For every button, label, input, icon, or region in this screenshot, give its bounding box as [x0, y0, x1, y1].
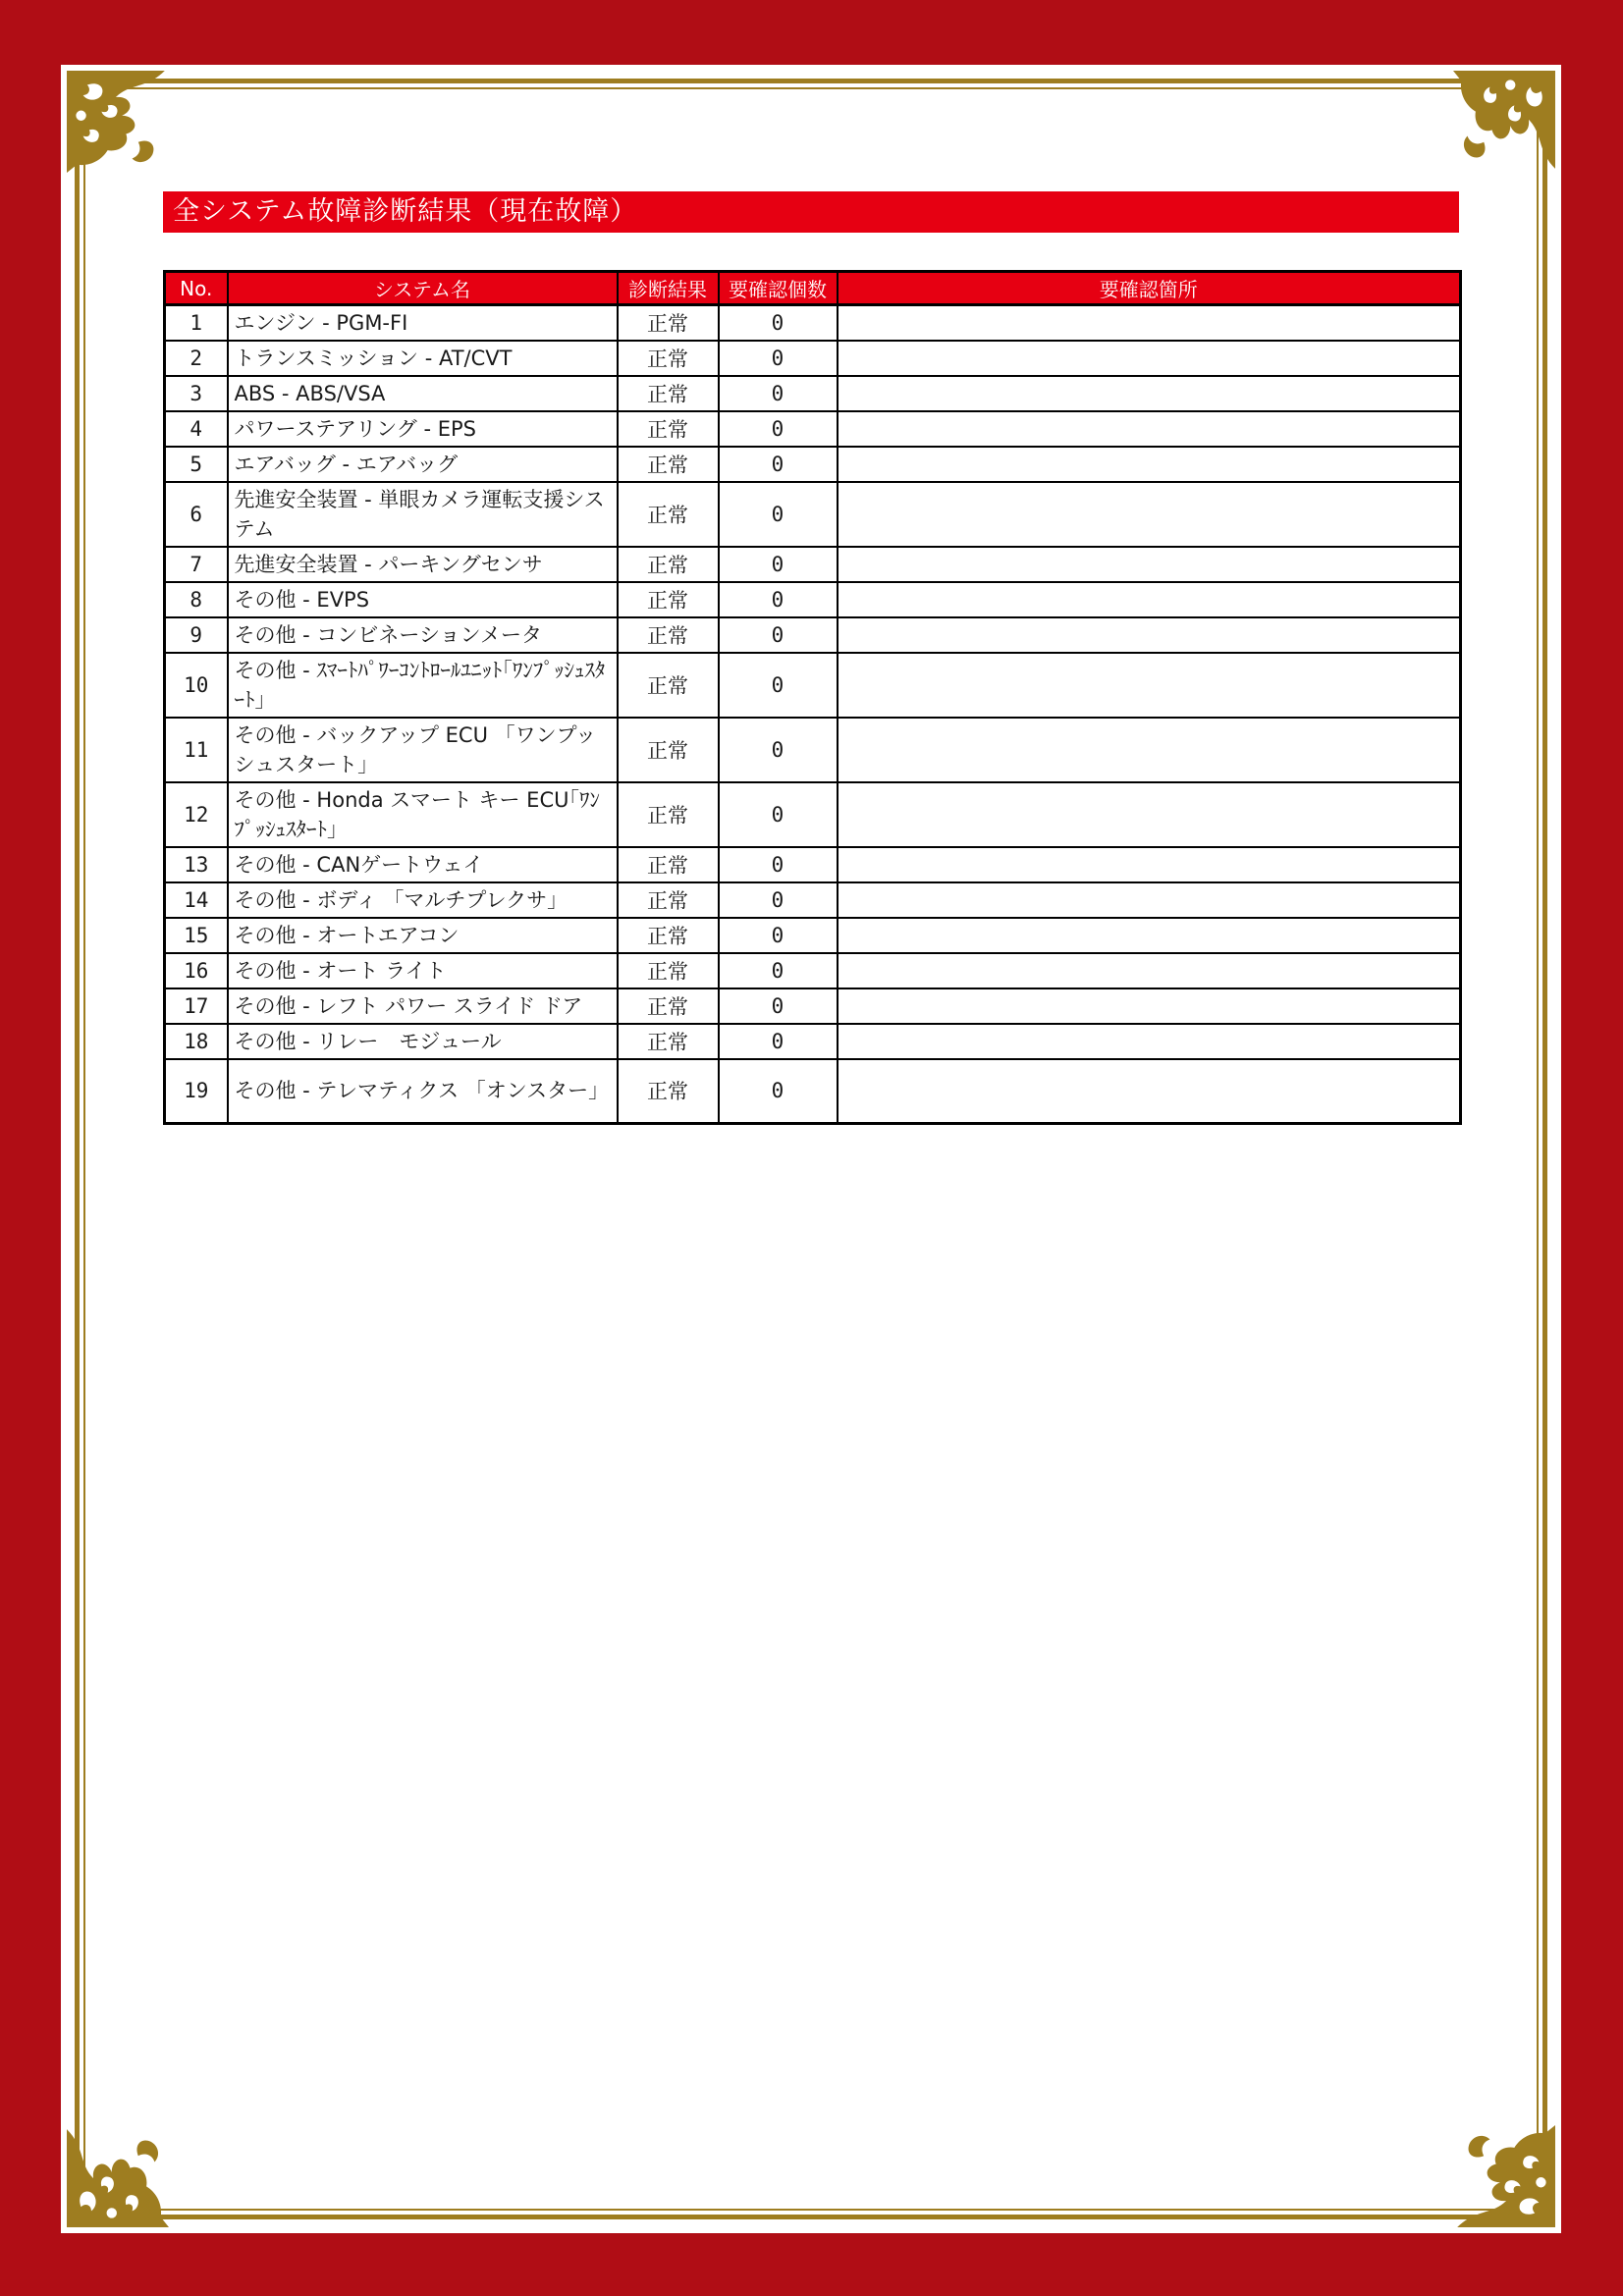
check-count: 0 — [719, 482, 838, 547]
system-name: その他 - オートエアコン — [228, 918, 618, 953]
row-number: 6 — [165, 482, 228, 547]
table-row — [165, 918, 1461, 953]
row-number: 1 — [165, 305, 228, 341]
header-system-name: システム名 — [228, 272, 618, 305]
diagnosis-table — [163, 270, 1462, 1125]
check-location — [838, 988, 1461, 1024]
table-row — [165, 617, 1461, 653]
row-number: 7 — [165, 547, 228, 582]
table-row — [165, 447, 1461, 482]
diagnosis-result: 正常 — [618, 953, 719, 988]
system-name: その他 - Honda スマート キー ECU｢ﾜﾝﾌﾟｯｼｭｽﾀｰﾄ｣ — [228, 782, 618, 847]
row-number: 13 — [165, 847, 228, 882]
corner-flourish-icon — [67, 71, 169, 173]
system-name: その他 - コンビネーションメータ — [228, 617, 618, 653]
row-number: 12 — [165, 782, 228, 847]
check-location — [838, 617, 1461, 653]
page-title: 全システム故障診断結果（現在故障） — [163, 191, 1459, 233]
table-row — [165, 882, 1461, 918]
check-count: 0 — [719, 782, 838, 847]
diagnosis-result: 正常 — [618, 988, 719, 1024]
check-location — [838, 482, 1461, 547]
diagnosis-result: 正常 — [618, 882, 719, 918]
diagnosis-result: 正常 — [618, 718, 719, 782]
system-name: トランスミッション - AT/CVT — [228, 341, 618, 376]
system-name: その他 - バックアップ ECU 「ワンプッシュスタート」 — [228, 718, 618, 782]
table-row — [165, 988, 1461, 1024]
system-name: その他 - ボディ 「マルチプレクサ」 — [228, 882, 618, 918]
check-count: 0 — [719, 882, 838, 918]
check-count: 0 — [719, 411, 838, 447]
corner-flourish-icon — [1453, 71, 1555, 173]
row-number: 17 — [165, 988, 228, 1024]
table-header-row — [165, 272, 1461, 305]
check-location — [838, 918, 1461, 953]
diagnosis-result: 正常 — [618, 1059, 719, 1124]
diagnosis-result: 正常 — [618, 782, 719, 847]
table-row — [165, 1024, 1461, 1059]
row-number: 19 — [165, 1059, 228, 1124]
row-number: 15 — [165, 918, 228, 953]
check-count: 0 — [719, 988, 838, 1024]
row-number: 16 — [165, 953, 228, 988]
check-count: 0 — [719, 582, 838, 617]
table-row — [165, 847, 1461, 882]
check-count: 0 — [719, 447, 838, 482]
check-count: 0 — [719, 376, 838, 411]
system-name: その他 - オート ライト — [228, 953, 618, 988]
system-name: エンジン - PGM-FI — [228, 305, 618, 341]
check-count: 0 — [719, 918, 838, 953]
system-name: その他 - CANゲートウェイ — [228, 847, 618, 882]
document-page — [61, 65, 1561, 2233]
check-count: 0 — [719, 1024, 838, 1059]
row-number: 18 — [165, 1024, 228, 1059]
table-row — [165, 341, 1461, 376]
diagnosis-result: 正常 — [618, 582, 719, 617]
check-location — [838, 305, 1461, 341]
table-row — [165, 718, 1461, 782]
check-location — [838, 718, 1461, 782]
check-location — [838, 547, 1461, 582]
diagnosis-result: 正常 — [618, 376, 719, 411]
diagnosis-result: 正常 — [618, 847, 719, 882]
check-count: 0 — [719, 953, 838, 988]
table-row — [165, 547, 1461, 582]
row-number: 4 — [165, 411, 228, 447]
system-name: ABS - ABS/VSA — [228, 376, 618, 411]
row-number: 2 — [165, 341, 228, 376]
table-row — [165, 305, 1461, 341]
diagnosis-result: 正常 — [618, 918, 719, 953]
row-number: 11 — [165, 718, 228, 782]
corner-flourish-icon — [67, 2125, 169, 2227]
table-row — [165, 411, 1461, 447]
system-name: その他 - リレー モジュール — [228, 1024, 618, 1059]
diagnosis-result: 正常 — [618, 653, 719, 718]
system-name: パワーステアリング - EPS — [228, 411, 618, 447]
system-name: その他 - テレマティクス 「オンスター」 — [228, 1059, 618, 1124]
diagnosis-result: 正常 — [618, 411, 719, 447]
check-count: 0 — [719, 617, 838, 653]
check-count: 0 — [719, 1059, 838, 1124]
check-location — [838, 582, 1461, 617]
system-name: その他 - ｽﾏｰﾄﾊﾟﾜｰｺﾝﾄﾛｰﾙﾕﾆｯﾄ｢ﾜﾝﾌﾟｯｼｭｽﾀｰﾄ｣ — [228, 653, 618, 718]
table-row — [165, 582, 1461, 617]
table-row — [165, 1059, 1461, 1124]
row-number: 5 — [165, 447, 228, 482]
diagnosis-result: 正常 — [618, 341, 719, 376]
check-location — [838, 782, 1461, 847]
check-location — [838, 953, 1461, 988]
table-row — [165, 653, 1461, 718]
table-row — [165, 953, 1461, 988]
diagnosis-result: 正常 — [618, 305, 719, 341]
check-location — [838, 447, 1461, 482]
row-number: 9 — [165, 617, 228, 653]
check-location — [838, 1059, 1461, 1124]
corner-flourish-icon — [1453, 2125, 1555, 2227]
check-count: 0 — [719, 847, 838, 882]
check-count: 0 — [719, 341, 838, 376]
table-body — [165, 305, 1461, 1124]
check-count: 0 — [719, 653, 838, 718]
row-number: 3 — [165, 376, 228, 411]
check-location — [838, 1024, 1461, 1059]
diagnosis-result: 正常 — [618, 547, 719, 582]
system-name: その他 - EVPS — [228, 582, 618, 617]
header-diagnosis-result: 診断結果 — [618, 272, 719, 305]
diagnosis-result: 正常 — [618, 447, 719, 482]
row-number: 14 — [165, 882, 228, 918]
header-check-count: 要確認個数 — [719, 272, 838, 305]
header-no: No. — [165, 272, 228, 305]
row-number: 10 — [165, 653, 228, 718]
check-location — [838, 341, 1461, 376]
system-name: 先進安全装置 - 単眼カメラ運転支援システム — [228, 482, 618, 547]
check-count: 0 — [719, 718, 838, 782]
table-row — [165, 376, 1461, 411]
system-name: エアバッグ - エアバッグ — [228, 447, 618, 482]
diagnosis-result: 正常 — [618, 617, 719, 653]
check-location — [838, 376, 1461, 411]
system-name: 先進安全装置 - パーキングセンサ — [228, 547, 618, 582]
table-row — [165, 482, 1461, 547]
table-row — [165, 782, 1461, 847]
check-location — [838, 882, 1461, 918]
check-count: 0 — [719, 305, 838, 341]
check-location — [838, 847, 1461, 882]
diagnosis-result: 正常 — [618, 1024, 719, 1059]
header-check-location: 要確認箇所 — [838, 272, 1461, 305]
diagnosis-result: 正常 — [618, 482, 719, 547]
check-count: 0 — [719, 547, 838, 582]
row-number: 8 — [165, 582, 228, 617]
check-location — [838, 411, 1461, 447]
check-location — [838, 653, 1461, 718]
system-name: その他 - レフト パワー スライド ドア — [228, 988, 618, 1024]
